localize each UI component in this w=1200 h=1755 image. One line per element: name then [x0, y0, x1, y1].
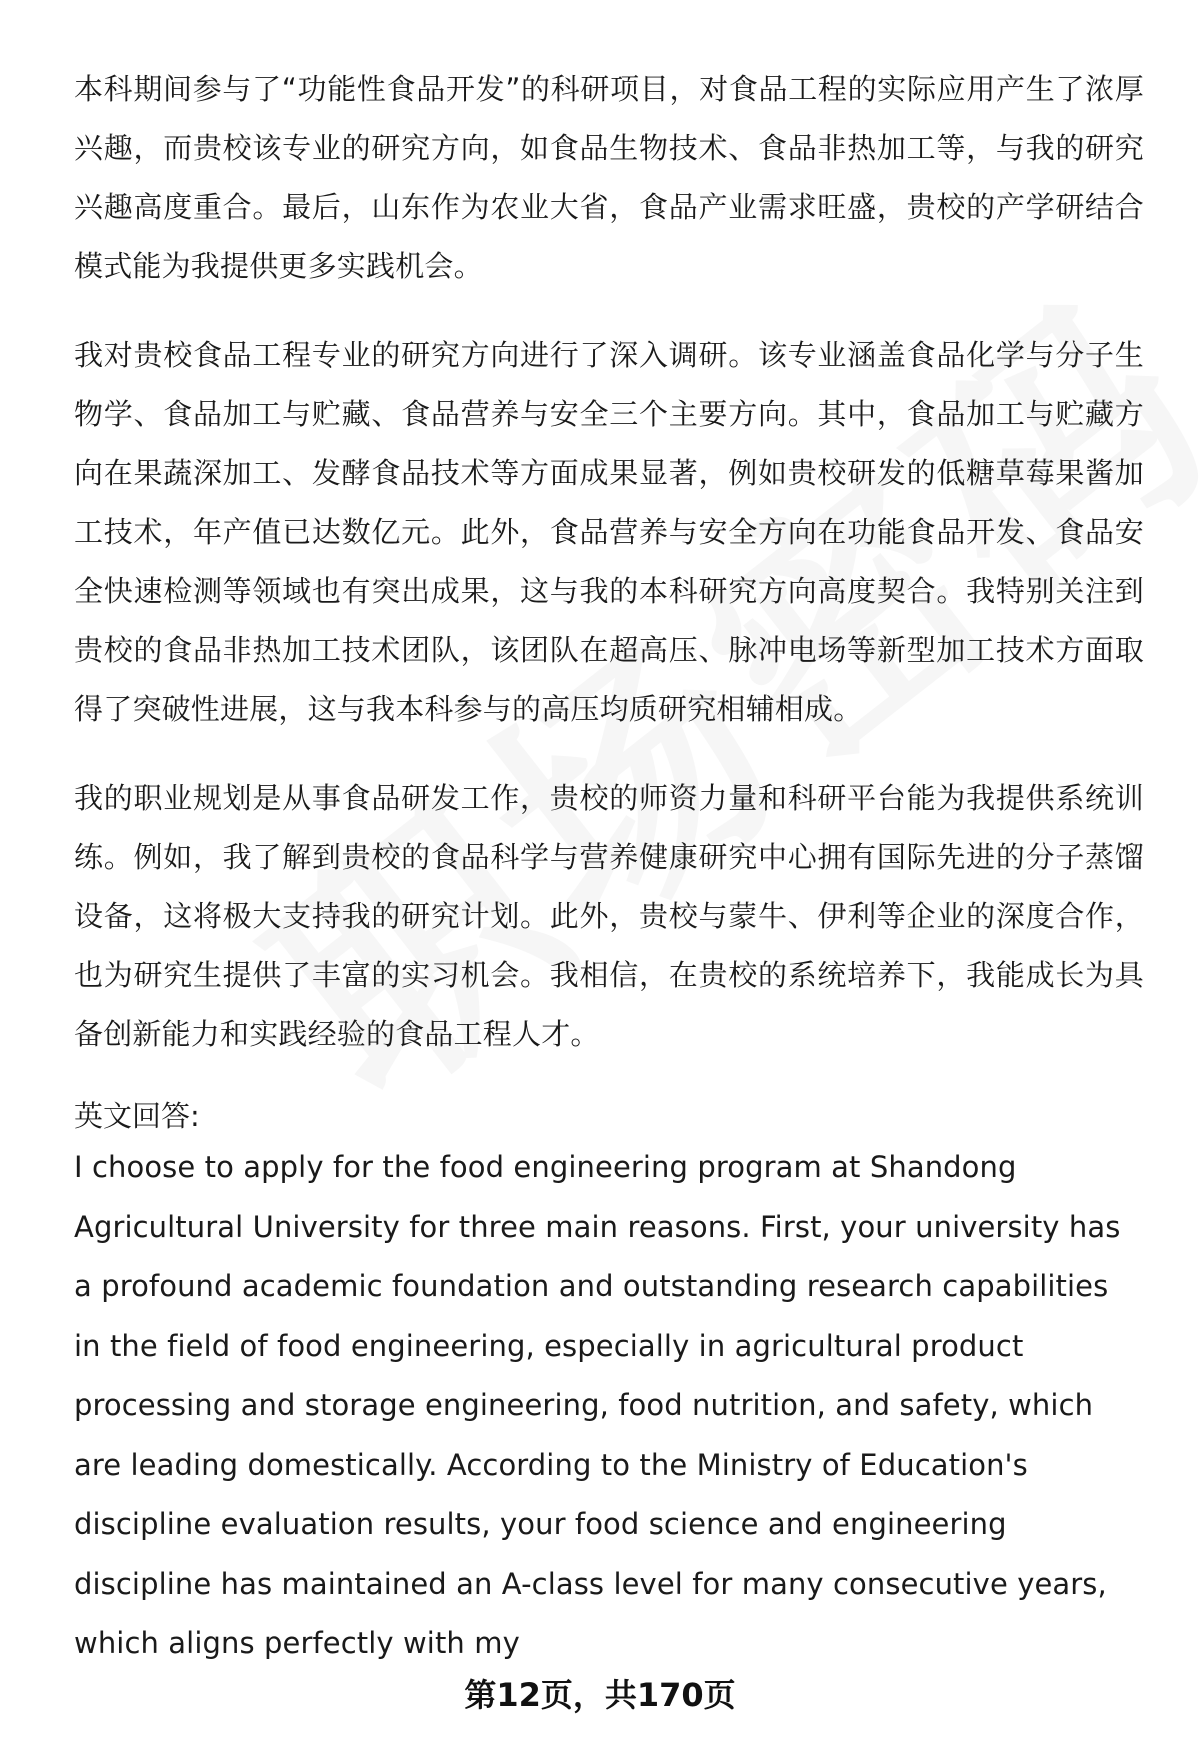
page-number: 第12页，共170页 [464, 1676, 736, 1714]
paragraph-zh-3: 我的职业规划是从事食品研发工作，贵校的师资力量和科研平台能为我提供系统训练。例如，我了解到贵校的食品科学与营养健康研究中心拥有国际先进的分子蒸馏设备，这将极大支持我的研究计划。此外，贵校与蒙牛、伊利等企业的深度合作，也为研究生提供了丰富的实习机会。我相信，在贵校的系统培养下，我能成长为具备创新能力和实践经验的食品工程人才。 [74, 781, 1144, 1051]
paragraph-zh-1: 本科期间参与了“功能性食品开发”的科研项目，对食品工程的实际应用产生了浓厚兴趣，而贵校该专业的研究方向，如食品生物技术、食品非热加工等，与我的研究兴趣高度重合。最后，山东作为农业大省，食品产业需求旺盛，贵校的产学研结合模式能为我提供更多实践机会。 [74, 72, 1144, 283]
paragraph-en: I choose to apply for the food engineering program at Shandong Agricultural University for three main reasons. First, your university has a profound academic foundation and outstanding research capabilities in the field of food engineering, especially in agricultural product processing and storage engineering, food nutrition, and safety, which are leading domestically. According to the Ministry of Education's discipline evaluation results, your food science and engineering discipline has maintained an A-class level for many consecutive years, which aligns perfectly with my [74, 1150, 1121, 1660]
english-answer-label: 英文回答: [74, 1099, 200, 1133]
paragraph-zh-2: 我对贵校食品工程专业的研究方向进行了深入调研。该专业涵盖食品化学与分子生物学、食品加工与贮藏、食品营养与安全三个主要方向。其中，食品加工与贮藏方向在果蔬深加工、发酵食品技术等方面成果显著，例如贵校研发的低糖草莓果酱加工技术，年产值已达数亿元。此外，食品营养与安全方向在功能食品开发、食品安全快速检测等领域也有突出成果，这与我的本科研究方向高度契合。我特别关注到贵校的食品非热加工技术团队，该团队在超高压、脉冲电场等新型加工技术方面取得了突破性进展，这与我本科参与的高压均质研究相辅相成。 [74, 338, 1144, 726]
document-body [74, 60, 1144, 1674]
